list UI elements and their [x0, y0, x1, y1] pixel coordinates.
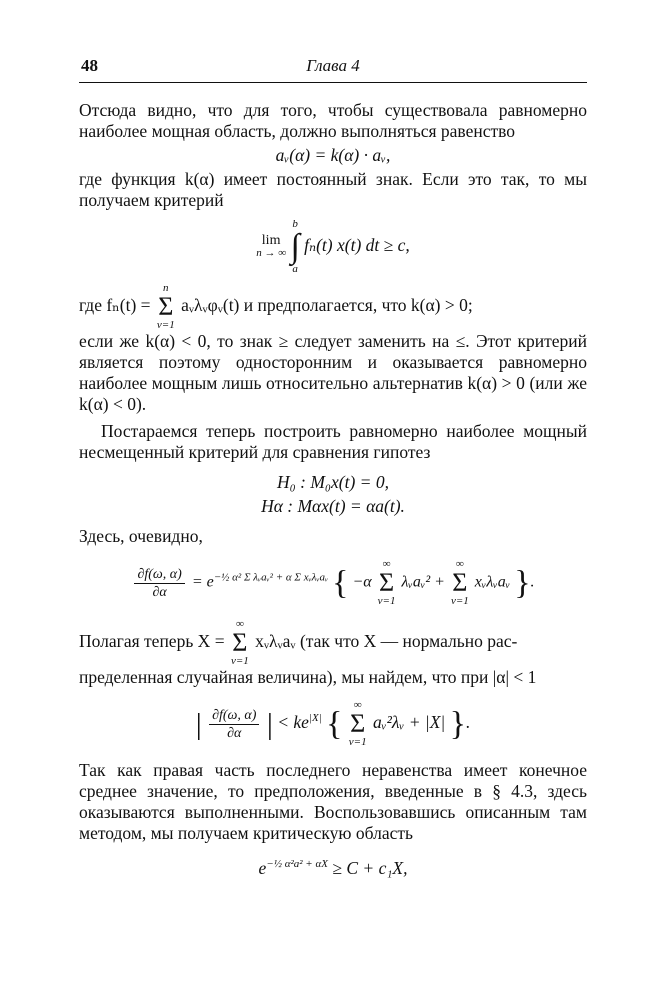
exponent: |X| [308, 712, 322, 725]
equation-5: $e^{-\frac{1}{2} \alpha^2a^2 + \alpha X} \ge C + c_1X$, [258, 858, 408, 878]
equation-1: aᵥ(α) = k(α) · aᵥ, [275, 145, 391, 165]
sum-sign: n Σ ν=1 [156, 282, 175, 331]
page-body [79, 100, 587, 893]
partial-derivative: $\frac{\partial f(\omega, \alpha)}{\partial\alpha}$ [134, 566, 184, 601]
paragraph-3-cont: если же k(α) < 0, то знак ≥ следует заменить на ≤. Этот критерий является поэтому односторонним и оказывается равномерно наиболее мощным лишь относительно альтернатив k(α) > 0 (или же k(α) < 0). [79, 331, 587, 414]
exponent: −½ α² Σ λᵥaᵥ² + α Σ xᵥλᵥaᵥ [213, 571, 329, 584]
chapter-title: Глава 4 [306, 56, 360, 75]
sum-sign: ∞ Σ ν=1 [377, 558, 396, 607]
paragraph-7: Так как правая часть последнего неравенства имеет конечное среднее значение, то предположения, введенные в § 4.3, здесь оказываются выполненными. Воспользовавшись описанным там методом, мы получаем критическую область [79, 760, 587, 843]
paragraph-4: Постараемся теперь построить равномерно наиболее мощный несмещенный критерий для сравнения гипотез [79, 421, 587, 462]
sum-sign: ∞ Σ ν=1 [230, 618, 249, 667]
page-header [79, 56, 587, 83]
integrand: fₙ(t) x(t) dt ≥ c, [304, 235, 410, 256]
paragraph-3: где fₙ(t) = n Σ ν=1 aᵥλᵥφᵥ(t) и предполагается, что k(α) > 0; [79, 282, 473, 331]
limit-operator: lim n → ∞ [256, 233, 287, 259]
paragraph-2: где функция k(α) имеет постоянный знак. Если это так, то мы получаем критерий [79, 169, 587, 210]
page-number: 48 [81, 56, 98, 75]
hypothesis-ha: Hα : Mαx(t) = αa(t). [261, 496, 405, 516]
integral-sign: b ∫ a [290, 218, 300, 275]
paragraph-5: Здесь, очевидно, [79, 526, 203, 546]
paragraph-6-cont: пределенная случайная величина), мы найдем, что при |α| < 1 [79, 667, 537, 687]
hypothesis-h0: H₀ : M₀x(t) = 0, [277, 472, 389, 492]
exponent: −½ α²a² + αX [266, 858, 328, 871]
sum-sign: ∞ Σ ν=1 [348, 699, 367, 748]
equation-4: | $\frac{\partial f(\omega, \alpha)}{\partial\alpha}$ | < $ke^{|X|}$ { ∞ Σ ν=1 aᵥ²λᵥ + |X| }. [195, 699, 471, 748]
sum-sign: ∞ Σ ν=1 [450, 558, 469, 607]
paragraph-1: Отсюда видно, что для того, чтобы существовала равномерно наиболее мощная область, должно выполняться равенство [79, 100, 587, 141]
partial-derivative: $\frac{\partial f(\omega, \alpha)}{\partial\alpha}$ [209, 707, 259, 742]
equation-3: $\frac{\partial f(\omega, \alpha)}{\partial\alpha}$ = $e^{-\frac{1}{2} \alpha^2 \Sigma \lambda ᵥaᵥ^2 + \alpha \Sigma xᵥ\lambda ᵥaᵥ}$ { −α ∞ Σ ν=1 λᵥaᵥ² + ∞ Σ ν=1 xᵥλᵥaᵥ }. [79, 559, 587, 607]
equation-2 [79, 219, 587, 275]
paragraph-6: Полагая теперь X = ∞ Σ ν=1 xᵥλᵥaᵥ (так что X — нормально рас- [79, 618, 518, 667]
